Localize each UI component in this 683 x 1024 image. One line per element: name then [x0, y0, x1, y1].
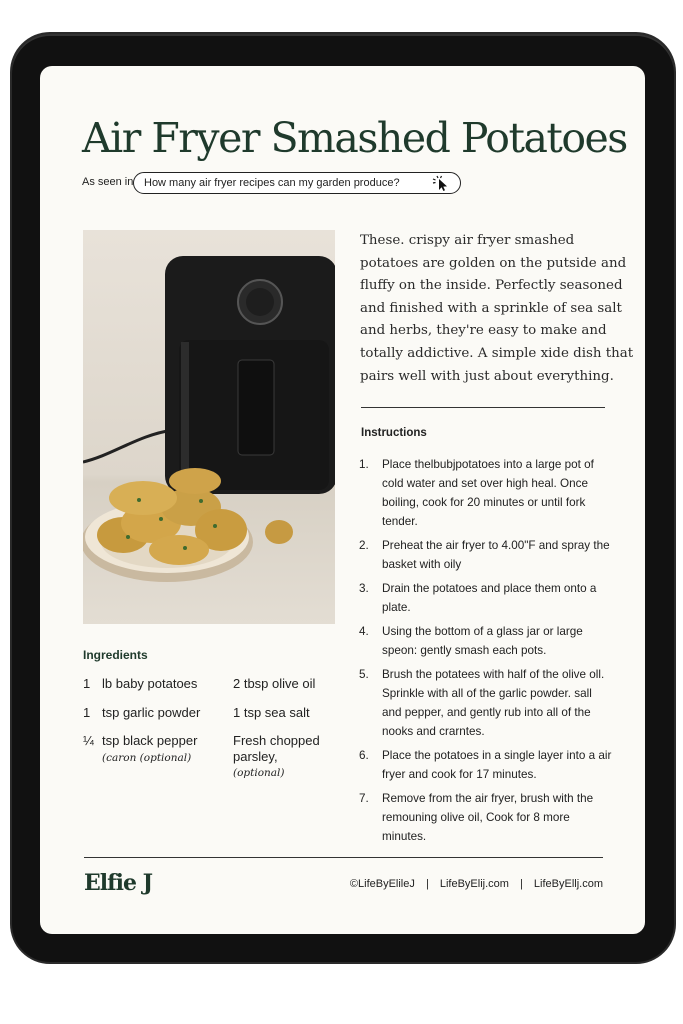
step-number: 1.	[359, 458, 369, 471]
ingredient-name: tsp black pepper	[102, 733, 198, 748]
footer-separator: |	[520, 878, 523, 890]
step-number: 3.	[359, 582, 369, 595]
ingredient-qty: 1	[83, 705, 91, 720]
ingredient-name: tsp garlic powder	[102, 705, 201, 720]
step-text: Preheat the air fryer to 4.00"F and spray the basket with oily	[382, 539, 610, 571]
step-number: 2.	[359, 539, 369, 552]
footer-link-handle[interactable]: ©LifeByElileJ	[349, 878, 415, 890]
search-pill[interactable]	[133, 172, 461, 194]
step-text: Using the bottom of a glass jar or large speon: gently smash each pots.	[382, 625, 583, 657]
air-fryer-potatoes-illustration	[83, 230, 335, 624]
step-text: Drain the potatoes and place them onto a plate.	[382, 582, 597, 614]
step-number: 5.	[359, 668, 369, 681]
search-query-text: How many air fryer recipes can my garden produce?	[144, 177, 400, 189]
recipe-photo	[83, 230, 335, 624]
ingredient-name: lb baby potatoes	[102, 676, 198, 691]
instruction-step	[359, 746, 614, 784]
step-number: 4.	[359, 625, 369, 638]
instruction-step	[359, 665, 614, 741]
footer-link-site-alt[interactable]: LifeByEllj.com	[533, 878, 603, 890]
step-text: Remove from the air fryer, brush with the remouning olive oil, Cook for 8 more minutes.	[382, 792, 594, 843]
recipe-title: Air Fryer Smashed Potatoes	[82, 114, 627, 162]
instruction-step	[359, 579, 614, 617]
instructions-heading: Instructions	[361, 427, 427, 439]
ingredient-qty: 1	[83, 676, 91, 691]
brand-logo: Elfie J	[84, 870, 153, 896]
footer-divider	[84, 857, 603, 858]
ingredient-name: Fresh chopped parsley,	[233, 733, 320, 764]
ingredient-qty: ¼	[83, 733, 94, 748]
step-text: Place the potatoes in a single layer into a air fryer and cook for 17 minutes.	[382, 749, 612, 781]
instruction-step	[359, 622, 614, 660]
divider	[361, 407, 605, 408]
ingredient-name: 1 tsp sea salt	[233, 705, 310, 720]
instruction-step	[359, 455, 614, 531]
footer-link-site[interactable]: LifeByElij.com	[439, 878, 509, 890]
step-number: 7.	[359, 792, 369, 805]
click-cursor-icon	[430, 175, 450, 191]
ingredient-item	[233, 705, 333, 721]
instructions-list	[359, 455, 614, 851]
footer-separator: |	[425, 878, 429, 890]
ingredient-item	[233, 733, 333, 781]
as-seen-in-label: As seen in	[82, 176, 134, 188]
ingredient-name: 2 tbsp olive oil	[233, 676, 316, 691]
ingredient-item	[233, 676, 333, 692]
instruction-step	[359, 536, 614, 574]
ingredient-note: (optional)	[233, 767, 285, 779]
step-text: Place thelbubjpotatoes into a large pot of cold water and set over high heal. Once boiling, cook for 20 minutes or until fork tender.	[382, 458, 594, 528]
step-number: 6.	[359, 749, 369, 762]
ingredient-note: (caron (optional)	[102, 752, 192, 764]
step-text: Brush the potatees with half of the olive oll. Sprinkle with all of the garlic powder. sall and pepper, and gently rub into all of the nooks and crarntes.	[382, 668, 605, 738]
instruction-step	[359, 789, 614, 846]
recipe-card	[40, 66, 645, 934]
ingredients-heading: Ingredients	[83, 648, 148, 662]
recipe-intro: These. crispy air fryer smashed potatoes are golden on the putside and fluffy on the inside. Perfectly seasoned and finished with a sprinkle of sea salt and herbs, they're easy to make and totally addictive. A simple xide dish that pairs well with just about everything.	[360, 233, 634, 384]
footer-links	[350, 878, 603, 890]
